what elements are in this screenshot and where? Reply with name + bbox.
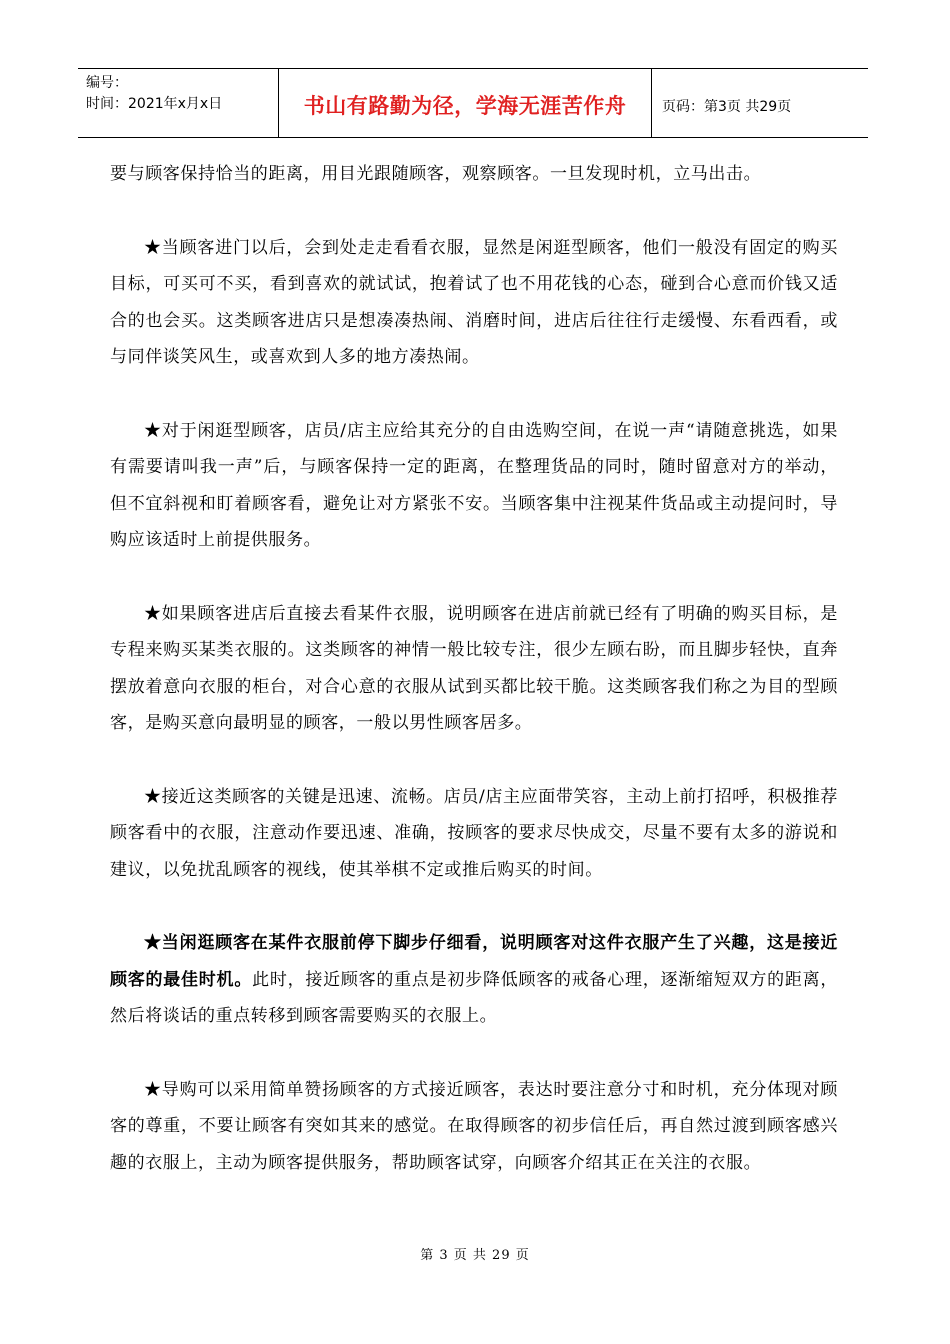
paragraph: ★对于闲逛型顾客，店员/店主应给其充分的自由选购空间，在说一声“请随意挑选，如果有需要请叫我一声”后，与顾客保持一定的距离，在整理货品的同时，随时留意对方的举动，但不宜斜视和盯着顾客看，避免让对方紧张不安。当顾客集中注视某件货品或主动提问时，导购应该适时上前提供服务。 [110,420,838,550]
paragraph: 要与顾客保持恰当的距离，用目光跟随顾客，观察顾客。一旦发现时机，立马出击。 [110,164,762,184]
bold-lead-sentence: ★当闲逛顾客在某件衣服前停下脚步仔细看，说明顾客对这件衣服产生了兴趣，这是接近顾客的最佳时机。 [110,933,838,990]
footer-page-number: 第 3 页 共 29 页 [420,1248,530,1263]
paragraph-rest: 此时，接近顾客的重点是初步降低顾客的戒备心理，逐渐缩短双方的距离，然后将谈话的重点转移到顾客需要购买的衣服上。 [110,969,838,1026]
header-page-cell [652,69,868,137]
doc-date: 时间：2021年x月x日 [86,96,223,112]
doc-code-label: 编号： [86,75,128,91]
paragraph: ★接近这类顾客的关键是迅速、流畅。店员/店主应面带笑容，主动上前打招呼，积极推荐顾客看中的衣服，注意动作要迅速、准确，按顾客的要求尽快成交，尽量不要有太多的游说和建议，以免扰乱顾客的视线，使其举棋不定或推后购买的时间。 [110,786,838,880]
header-motto-cell [279,69,652,137]
header-meta-cell [78,69,279,137]
header-page-info: 页码：第3页 共29页 [662,99,792,115]
page-header [78,68,868,138]
document-body [110,156,838,1218]
paragraph: ★导购可以采用简单赞扬顾客的方式接近顾客，表达时要注意分寸和时机，充分体现对顾客的尊重，不要让顾客有突如其来的感觉。在取得顾客的初步信任后，再自然过渡到顾客感兴趣的衣服上，主动为顾客提供服务，帮助顾客试穿，向顾客介绍其正在关注的衣服。 [110,1079,838,1173]
paragraph: ★如果顾客进店后直接去看某件衣服，说明顾客在进店前就已经有了明确的购买目标，是专程来购买某类衣服的。这类顾客的神情一般比较专注，很少左顾右盼，而且脚步轻快，直奔摆放着意向衣服的柜台，对合心意的衣服从试到买都比较干脆。这类顾客我们称之为目的型顾客，是购买意向最明显的顾客，一般以男性顾客居多。 [110,603,838,733]
page-footer [0,1244,950,1263]
paragraph: ★当顾客进门以后，会到处走走看看衣服，显然是闲逛型顾客，他们一般没有固定的购买目标，可买可不买，看到喜欢的就试试，抱着试了也不用花钱的心态，碰到合心意而价钱又适合的也会买。这类顾客进店只是想凑凑热闹、消磨时间，进店后往往行走缓慢、东看西看，或与同伴谈笑风生，或喜欢到人多的地方凑热闹。 [110,237,838,367]
motto-text: 书山有路勤为径，学海无涯苦作舟 [303,94,627,118]
paragraph-mixed [110,925,838,1035]
